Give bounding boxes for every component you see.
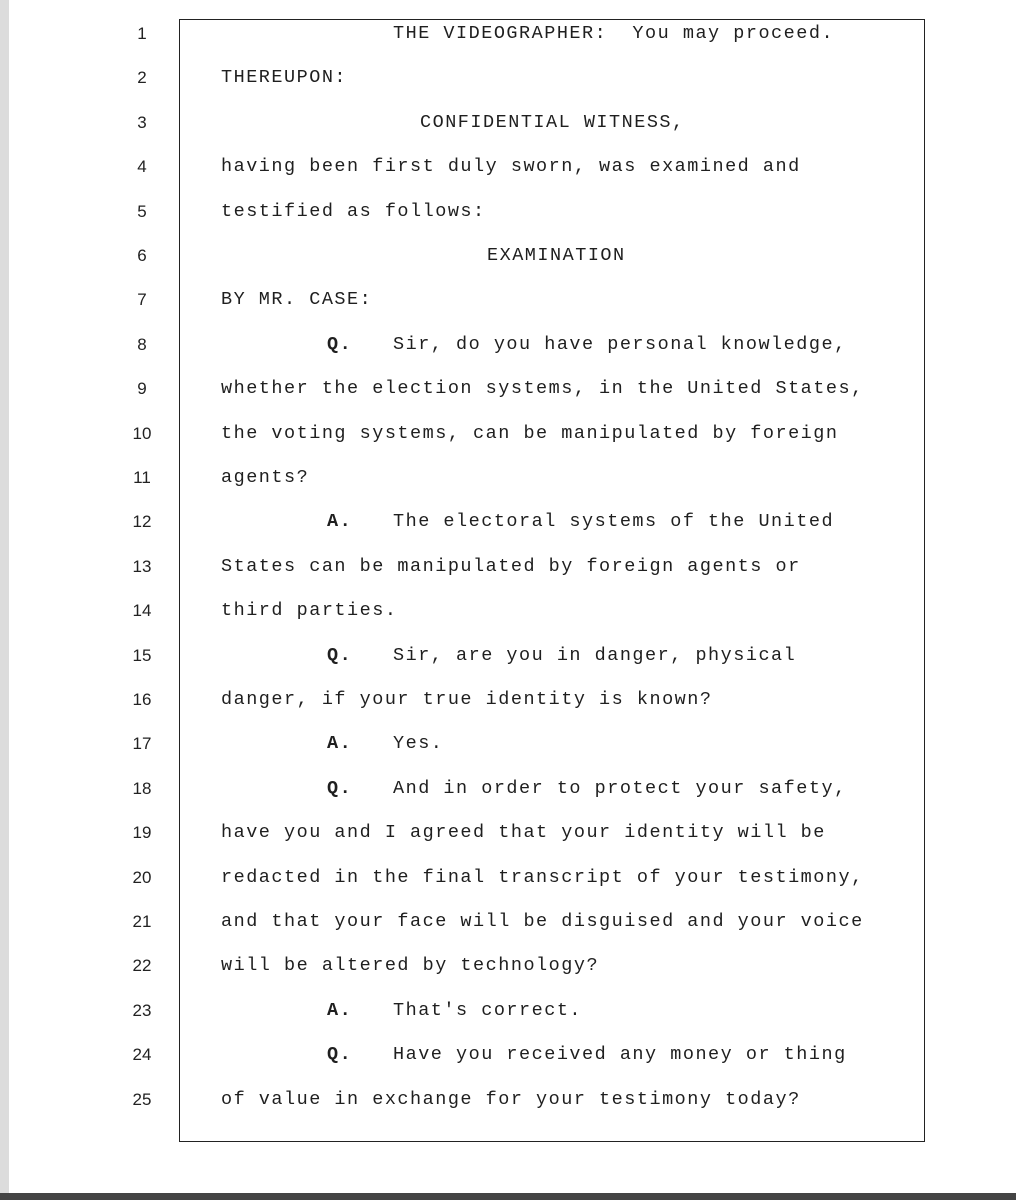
transcript-line-text: EXAMINATION [487, 245, 626, 266]
answer-label: A. [327, 1000, 353, 1021]
page-bottom-edge [0, 1193, 1016, 1200]
transcript-line-text: CONFIDENTIAL WITNESS, [420, 112, 685, 133]
transcript-line-text: whether the election systems, in the United States, [221, 378, 864, 399]
line-number: 10 [132, 424, 152, 443]
transcript-line-text: have you and I agreed that your identity will be [221, 822, 826, 843]
question-label: Q. [327, 645, 353, 666]
line-number: 18 [132, 779, 152, 798]
line-number: 4 [137, 157, 147, 176]
line-number: 7 [137, 290, 147, 309]
page-left-edge [0, 0, 9, 1200]
transcript-line-text: The electoral systems of the United [393, 511, 835, 532]
transcript-line-text: testified as follows: [221, 201, 486, 222]
transcript-line-text: And in order to protect your safety, [393, 778, 847, 799]
transcript-line-text: Have you received any money or thing [393, 1044, 847, 1065]
question-label: Q. [327, 778, 353, 799]
line-number: 20 [132, 868, 152, 887]
transcript-line-text: Yes. [393, 733, 444, 754]
line-number: 6 [137, 246, 147, 265]
transcript-line-text: having been first duly sworn, was examined and [221, 156, 801, 177]
line-number: 23 [132, 1001, 152, 1020]
line-number: 5 [137, 202, 147, 221]
transcript-line-text: of value in exchange for your testimony today? [221, 1089, 801, 1110]
transcript-line-text: will be altered by technology? [221, 955, 600, 976]
transcript-line-text: the voting systems, can be manipulated by foreign [221, 423, 839, 444]
line-number: 14 [132, 601, 152, 620]
line-number: 2 [137, 68, 147, 87]
transcript-line-text: danger, if your true identity is known? [221, 689, 713, 710]
question-label: Q. [327, 334, 353, 355]
transcript-line-text: That's correct. [393, 1000, 583, 1021]
transcript-line-text: Sir, are you in danger, physical [393, 645, 797, 666]
transcript-line-text: third parties. [221, 600, 398, 621]
transcript-line-text: BY MR. CASE: [221, 289, 373, 310]
transcript-line-text: Sir, do you have personal knowledge, [393, 334, 847, 355]
line-number: 11 [133, 468, 151, 487]
answer-label: A. [327, 733, 353, 754]
question-label: Q. [327, 1044, 353, 1065]
line-number: 8 [137, 335, 147, 354]
transcript-line-text: redacted in the final transcript of your testimony, [221, 867, 864, 888]
line-number: 15 [132, 646, 152, 665]
line-number: 17 [132, 734, 152, 753]
transcript-line-text: States can be manipulated by foreign agents or [221, 556, 801, 577]
line-number: 21 [132, 912, 152, 931]
line-number: 12 [132, 512, 152, 531]
line-number: 22 [132, 956, 152, 975]
answer-label: A. [327, 511, 353, 532]
transcript-line-text: THE VIDEOGRAPHER: You may proceed. [393, 23, 835, 44]
line-number: 16 [132, 690, 152, 709]
line-number: 9 [137, 379, 147, 398]
line-number: 1 [137, 24, 147, 43]
line-number: 13 [132, 557, 152, 576]
transcript-line-text: agents? [221, 467, 310, 488]
line-number: 3 [137, 113, 147, 132]
line-number: 24 [132, 1045, 152, 1064]
line-number: 25 [132, 1090, 152, 1109]
line-number: 19 [132, 823, 152, 842]
transcript-line-text: and that your face will be disguised and your voice [221, 911, 864, 932]
transcript-line-text: THEREUPON: [221, 67, 348, 88]
